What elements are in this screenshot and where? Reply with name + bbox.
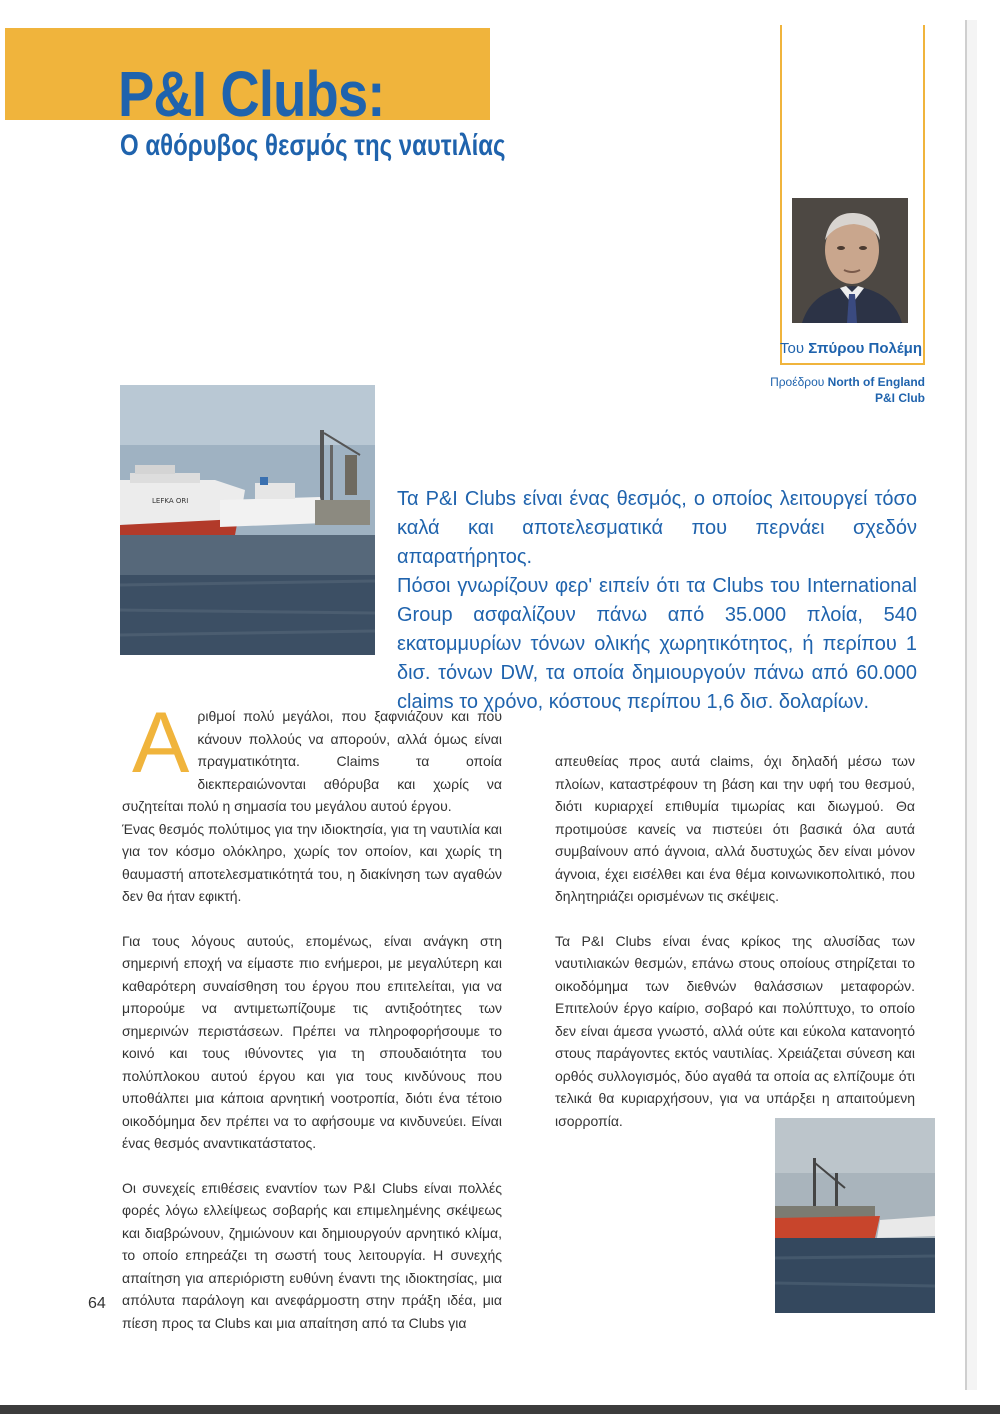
author-portrait (792, 198, 908, 323)
author-name: Σπύρου Πολέμη (808, 340, 922, 357)
lead-text-1: Τα P&I Clubs είναι ένας θεσμός, ο οποίος λειτουργεί τόσο καλά και αποτελεσματικά που περνάει σχεδόν απαρατήρητος. (397, 488, 917, 568)
author-byline (780, 340, 922, 357)
body-paragraph: Οι συνεχείς επιθέσεις εναντίον των P&I Clubs είναι πολλές φορές λόγω ελλείψεως σοβαρής και επιμελημένης σκέψεως και διαβρώνουν, ζημιώνουν και δημιουργούν αρνητικό κλίμα, το οποίο επηρεάζει τη σωστή τους λειτουργία. Η συνεχής απαίτηση για απεριόριστη ευθύνη έναντι της ιδιοκτησίας, μια απόλυτα παράλογη και ανεφάρμοστη στην πράξη ιδέα, μια πίεση προς τα Clubs και μια απαίτηση από τα Clubs για (122, 1179, 502, 1331)
author-role-club: P&I Club (875, 391, 925, 405)
body-paragraph: Ένας θεσμός πολύτιμος για την ιδιοκτησία, για τη ναυτιλία και για τον κόσμο ολόκληρο, χωρίς τον οποίον, και χωρίς τη θαυμαστή αποτελεσματικότητά του, η διακίνηση των αγαθών δεν θα ήταν εφικτή. (122, 820, 502, 904)
page-subtitle: Ο αθόρυβος θεσμός της ναυτιλίας (120, 129, 506, 162)
body-column-right (555, 750, 915, 1154)
author-role-prefix: Προέδρου (770, 375, 825, 389)
body-paragraph: Τα P&I Clubs είναι ένας κρίκος της αλυσίδας των ναυτιλιακών θεσμών, επάνω στους οποίους στηρίζεται το οικοδόμημα των διεθνών θαλάσσιων μεταφορών. Επιτελούν έργο καίριο, σοβαρό και πολύπτυχο, το οποίο δεν είναι άμεσα γνωστό, αλλά ούτε και εύκολα κατανοητό στους παράγοντες εκτός ναυτιλίας. Χρειάζεται σύνεση και ορθός συλλογισμός, δύο αγαθά τα οποία ας ελπίζουμε ότι τελικά θα κυριαρχήσουν, για να υπάρξει η απαιτούμενη ισορροπία. (555, 932, 915, 1129)
body-paragraph: Για τους λόγους αυτούς, επομένως, είναι ανάγκη στη σημερινή εποχή να είμαστε πιο ενήμεροι, με μεγαλύτερη και καθαρότερη συναίσθηση του έργου που επιτελείται, για να μπορούμε να αντιμετωπίζουμε τις αντιξοότητες των σημερινών περιστάσεων. Πρέπει να πληροφορήσουμε το κοινό και τους ιθύνοντες για τη σπουδαιότητα του πολύπλοκου αυτού έργου και για τους κινδύνους που υποθάλπει μια κάποια αρνητική νοοτροπία, διότι ένα τέτοιο οικοδόμημα δεν πρέπει να το αφήσουμε να κινδυνεύει. Είναι ένας θεσμός αναντικατάστατος. (122, 932, 502, 1151)
page-title: P&I Clubs: (118, 58, 385, 130)
lead-paragraph (397, 485, 917, 717)
drop-cap: Α (132, 695, 190, 791)
body-paragraph: ριθμοί πολύ μεγάλοι, που ξαφνιάζουν και που κάνουν πολλούς να απορούν, αλλά όμως είναι πραγματικότητα. Claims τα οποία διεκπεραιώνονται αθόρυβα και χωρίς να συζητείται πολύ η σημασία του μεγάλου αυτού έργου. (122, 708, 502, 814)
lead-text-2: Πόσοι γνωρίζουν φερ' ειπείν ότι τα Clubs του International Group ασφαλίζουν πάνω από 35.000 πλοία, 540 εκατομμυρίων τόνων ολικής χωρητικότητος, ή περίπου 1 δισ. τόνων DW, τα οποία δημιουργούν πάνω από 60.000 claims το χρόνο, κόστους περίπου 1,6 δισ. δολαρίων. (397, 575, 917, 713)
harbor-photo-top (120, 385, 375, 655)
author-role (770, 374, 925, 406)
author-prefix: Του (780, 340, 805, 357)
page-number: 64 (88, 1295, 106, 1312)
page-edge (965, 20, 977, 1390)
author-role-org: North of England (827, 375, 925, 389)
ship-name-label: LEFKA ORI (152, 497, 189, 505)
bottom-bar (0, 1405, 1000, 1414)
body-column-left (122, 695, 502, 1356)
body-paragraph: απευθείας προς αυτά claims, όχι δηλαδή μέσω των πλοίων, καταστρέφουν τη βάση και την υφή του θεσμού, διότι κυριαρχεί επιθυμία τιμωρίας και διωγμού. Θα προτιμούσε κανείς να πιστεύει ότι βασικά όλα αυτά συμβαίνουν από άγνοια, αλλά δυστυχώς δεν είναι μόνον άγνοια, έχει εισέλθει και ένα θέμα κοινωνικοπολιτικό, που δηλητηριάζει ορισμένων τις σκέψεις. (555, 753, 915, 904)
